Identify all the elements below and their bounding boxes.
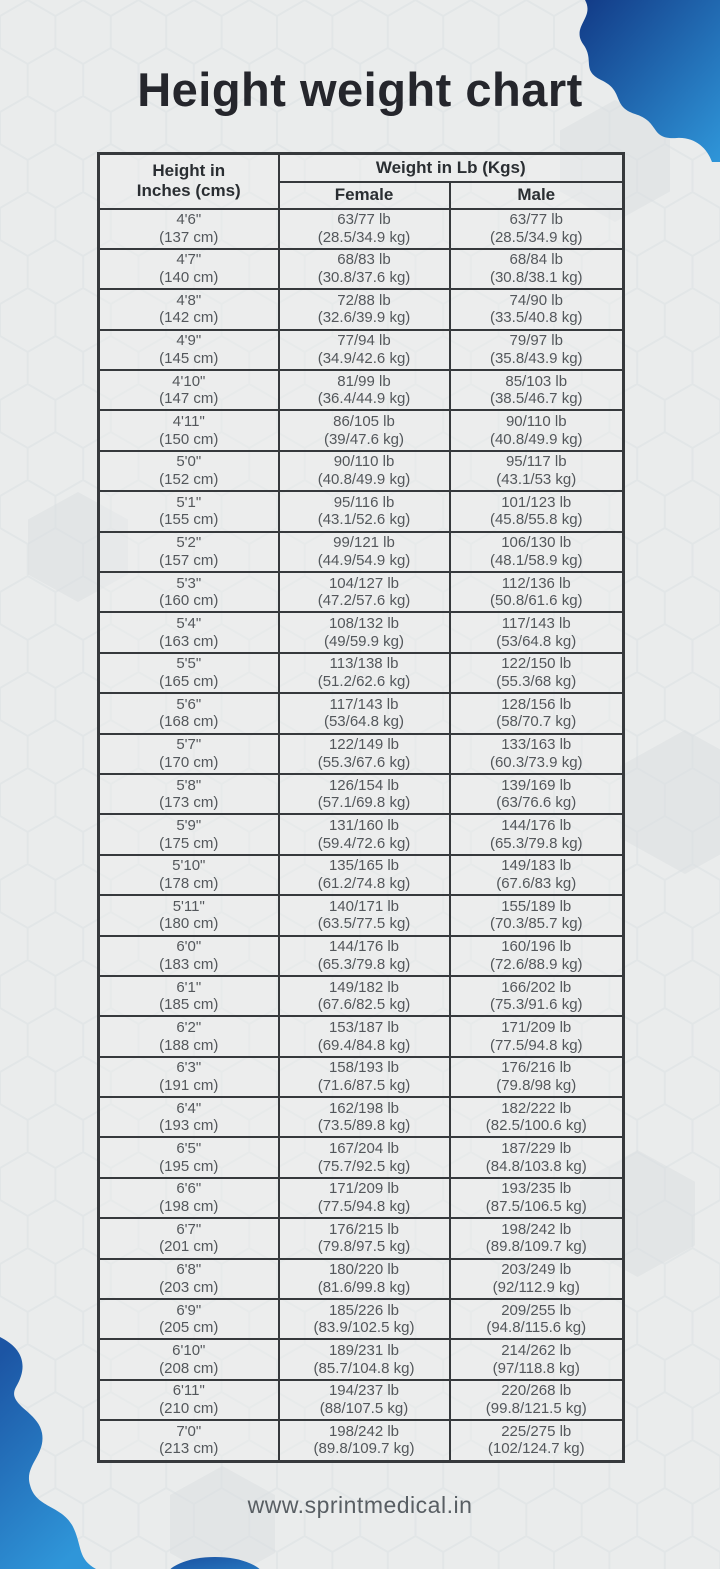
male-weight-cell: 214/262 lb (97/118.8 kg) (450, 1339, 624, 1379)
header-weight-group: Weight in Lb (Kgs) (279, 154, 624, 182)
female-weight-cell: 81/99 lb (36.4/44.9 kg) (279, 370, 450, 410)
table-row (99, 209, 624, 249)
male-weight-cell: 112/136 lb (50.8/61.6 kg) (450, 572, 624, 612)
height-cell: 4'11" (150 cm) (99, 410, 279, 450)
male-weight-cell: 79/97 lb (35.8/43.9 kg) (450, 330, 624, 370)
female-weight-cell: 135/165 lb (61.2/74.8 kg) (279, 855, 450, 895)
male-weight-cell: 117/143 lb (53/64.8 kg) (450, 612, 624, 652)
female-weight-cell: 194/237 lb (88/107.5 kg) (279, 1380, 450, 1420)
female-weight-cell: 167/204 lb (75.7/92.5 kg) (279, 1137, 450, 1177)
male-weight-cell: 68/84 lb (30.8/38.1 kg) (450, 249, 624, 289)
table-row (99, 370, 624, 410)
table-row (99, 1420, 624, 1461)
height-cell: 4'10" (147 cm) (99, 370, 279, 410)
male-weight-cell: 63/77 lb (28.5/34.9 kg) (450, 209, 624, 249)
table-row (99, 1218, 624, 1258)
table-row (99, 1016, 624, 1056)
female-weight-cell: 149/182 lb (67.6/82.5 kg) (279, 976, 450, 1016)
height-cell: 4'6" (137 cm) (99, 209, 279, 249)
female-weight-cell: 122/149 lb (55.3/67.6 kg) (279, 734, 450, 774)
table-row (99, 814, 624, 854)
female-weight-cell: 72/88 lb (32.6/39.9 kg) (279, 289, 450, 329)
female-weight-cell: 108/132 lb (49/59.9 kg) (279, 612, 450, 652)
table-row (99, 1178, 624, 1218)
male-weight-cell: 182/222 lb (82.5/100.6 kg) (450, 1097, 624, 1137)
female-weight-cell: 99/121 lb (44.9/54.9 kg) (279, 532, 450, 572)
female-weight-cell: 117/143 lb (53/64.8 kg) (279, 693, 450, 733)
height-cell: 4'8" (142 cm) (99, 289, 279, 329)
female-weight-cell: 113/138 lb (51.2/62.6 kg) (279, 653, 450, 693)
male-weight-cell: 133/163 lb (60.3/73.9 kg) (450, 734, 624, 774)
female-weight-cell: 126/154 lb (57.1/69.8 kg) (279, 774, 450, 814)
table-body (99, 209, 624, 1462)
male-weight-cell: 193/235 lb (87.5/106.5 kg) (450, 1178, 624, 1218)
height-cell: 6'11" (210 cm) (99, 1380, 279, 1420)
male-weight-cell: 155/189 lb (70.3/85.7 kg) (450, 895, 624, 935)
height-cell: 6'3" (191 cm) (99, 1057, 279, 1097)
table-row (99, 451, 624, 491)
male-weight-cell: 160/196 lb (72.6/88.9 kg) (450, 936, 624, 976)
header-female-column: Female (279, 182, 450, 209)
male-weight-cell: 95/117 lb (43.1/53 kg) (450, 451, 624, 491)
table-row (99, 693, 624, 733)
height-cell: 6'4" (193 cm) (99, 1097, 279, 1137)
male-weight-cell: 166/202 lb (75.3/91.6 kg) (450, 976, 624, 1016)
female-weight-cell: 90/110 lb (40.8/49.9 kg) (279, 451, 450, 491)
height-cell: 4'9" (145 cm) (99, 330, 279, 370)
height-cell: 5'7" (170 cm) (99, 734, 279, 774)
table-row (99, 612, 624, 652)
female-weight-cell: 104/127 lb (47.2/57.6 kg) (279, 572, 450, 612)
male-weight-cell: 122/150 lb (55.3/68 kg) (450, 653, 624, 693)
table-row (99, 249, 624, 289)
male-weight-cell: 139/169 lb (63/76.6 kg) (450, 774, 624, 814)
female-weight-cell: 86/105 lb (39/47.6 kg) (279, 410, 450, 450)
male-weight-cell: 225/275 lb (102/124.7 kg) (450, 1420, 624, 1461)
table-row (99, 653, 624, 693)
table-row (99, 774, 624, 814)
male-weight-cell: 85/103 lb (38.5/46.7 kg) (450, 370, 624, 410)
female-weight-cell: 131/160 lb (59.4/72.6 kg) (279, 814, 450, 854)
table-row (99, 855, 624, 895)
website-text: www.sprintmedical.in (247, 1492, 473, 1518)
male-weight-cell: 198/242 lb (89.8/109.7 kg) (450, 1218, 624, 1258)
table-header (99, 154, 624, 209)
header-height-line1: Height in (152, 161, 226, 181)
male-weight-cell: 171/209 lb (77.5/94.8 kg) (450, 1016, 624, 1056)
male-weight-cell: 144/176 lb (65.3/79.8 kg) (450, 814, 624, 854)
height-cell: 6'7" (201 cm) (99, 1218, 279, 1258)
height-cell: 6'0" (183 cm) (99, 936, 279, 976)
height-cell: 5'6" (168 cm) (99, 693, 279, 733)
height-cell: 6'9" (205 cm) (99, 1299, 279, 1339)
male-weight-cell: 106/130 lb (48.1/58.9 kg) (450, 532, 624, 572)
page-title: Height weight chart (137, 63, 583, 116)
height-cell: 6'8" (203 cm) (99, 1259, 279, 1299)
female-weight-cell: 171/209 lb (77.5/94.8 kg) (279, 1178, 450, 1218)
table-row (99, 491, 624, 531)
height-cell: 5'8" (173 cm) (99, 774, 279, 814)
height-cell: 6'1" (185 cm) (99, 976, 279, 1016)
height-cell: 6'5" (195 cm) (99, 1137, 279, 1177)
female-weight-cell: 162/198 lb (73.5/89.8 kg) (279, 1097, 450, 1137)
height-cell: 7'0" (213 cm) (99, 1420, 279, 1461)
height-cell: 4'7" (140 cm) (99, 249, 279, 289)
male-weight-cell: 74/90 lb (33.5/40.8 kg) (450, 289, 624, 329)
female-weight-cell: 140/171 lb (63.5/77.5 kg) (279, 895, 450, 935)
male-weight-cell: 176/216 lb (79.8/98 kg) (450, 1057, 624, 1097)
male-weight-cell: 187/229 lb (84.8/103.8 kg) (450, 1137, 624, 1177)
height-cell: 6'10" (208 cm) (99, 1339, 279, 1379)
male-weight-cell: 101/123 lb (45.8/55.8 kg) (450, 491, 624, 531)
table-row (99, 572, 624, 612)
female-weight-cell: 144/176 lb (65.3/79.8 kg) (279, 936, 450, 976)
height-cell: 5'2" (157 cm) (99, 532, 279, 572)
male-weight-cell: 149/183 lb (67.6/83 kg) (450, 855, 624, 895)
height-cell: 5'11" (180 cm) (99, 895, 279, 935)
height-cell: 6'6" (198 cm) (99, 1178, 279, 1218)
table-row (99, 1339, 624, 1379)
female-weight-cell: 68/83 lb (30.8/37.6 kg) (279, 249, 450, 289)
table-row (99, 1097, 624, 1137)
table-row (99, 976, 624, 1016)
table-row (99, 895, 624, 935)
female-weight-cell: 198/242 lb (89.8/109.7 kg) (279, 1420, 450, 1461)
table-row (99, 1299, 624, 1339)
table-row (99, 289, 624, 329)
female-weight-cell: 158/193 lb (71.6/87.5 kg) (279, 1057, 450, 1097)
table-row (99, 532, 624, 572)
male-weight-cell: 203/249 lb (92/112.9 kg) (450, 1259, 624, 1299)
height-cell: 5'10" (178 cm) (99, 855, 279, 895)
table-row (99, 1137, 624, 1177)
male-weight-cell: 128/156 lb (58/70.7 kg) (450, 693, 624, 733)
male-weight-cell: 209/255 lb (94.8/115.6 kg) (450, 1299, 624, 1339)
header-height-line2: Inches (cms) (136, 181, 241, 201)
female-weight-cell: 180/220 lb (81.6/99.8 kg) (279, 1259, 450, 1299)
table-row (99, 734, 624, 774)
female-weight-cell: 176/215 lb (79.8/97.5 kg) (279, 1218, 450, 1258)
table-row (99, 1380, 624, 1420)
table-row (99, 1057, 624, 1097)
header-height-column (99, 154, 279, 209)
height-cell: 5'5" (165 cm) (99, 653, 279, 693)
header-male-column: Male (450, 182, 624, 209)
female-weight-cell: 189/231 lb (85.7/104.8 kg) (279, 1339, 450, 1379)
female-weight-cell: 153/187 lb (69.4/84.8 kg) (279, 1016, 450, 1056)
height-cell: 5'1" (155 cm) (99, 491, 279, 531)
table-row (99, 410, 624, 450)
height-cell: 5'3" (160 cm) (99, 572, 279, 612)
male-weight-cell: 220/268 lb (99.8/121.5 kg) (450, 1380, 624, 1420)
height-cell: 6'2" (188 cm) (99, 1016, 279, 1056)
height-cell: 5'4" (163 cm) (99, 612, 279, 652)
table-row (99, 936, 624, 976)
height-cell: 5'9" (175 cm) (99, 814, 279, 854)
table-row (99, 1259, 624, 1299)
height-weight-table (97, 152, 625, 1463)
female-weight-cell: 77/94 lb (34.9/42.6 kg) (279, 330, 450, 370)
table-row (99, 330, 624, 370)
male-weight-cell: 90/110 lb (40.8/49.9 kg) (450, 410, 624, 450)
female-weight-cell: 63/77 lb (28.5/34.9 kg) (279, 209, 450, 249)
female-weight-cell: 95/116 lb (43.1/52.6 kg) (279, 491, 450, 531)
height-cell: 5'0" (152 cm) (99, 451, 279, 491)
female-weight-cell: 185/226 lb (83.9/102.5 kg) (279, 1299, 450, 1339)
